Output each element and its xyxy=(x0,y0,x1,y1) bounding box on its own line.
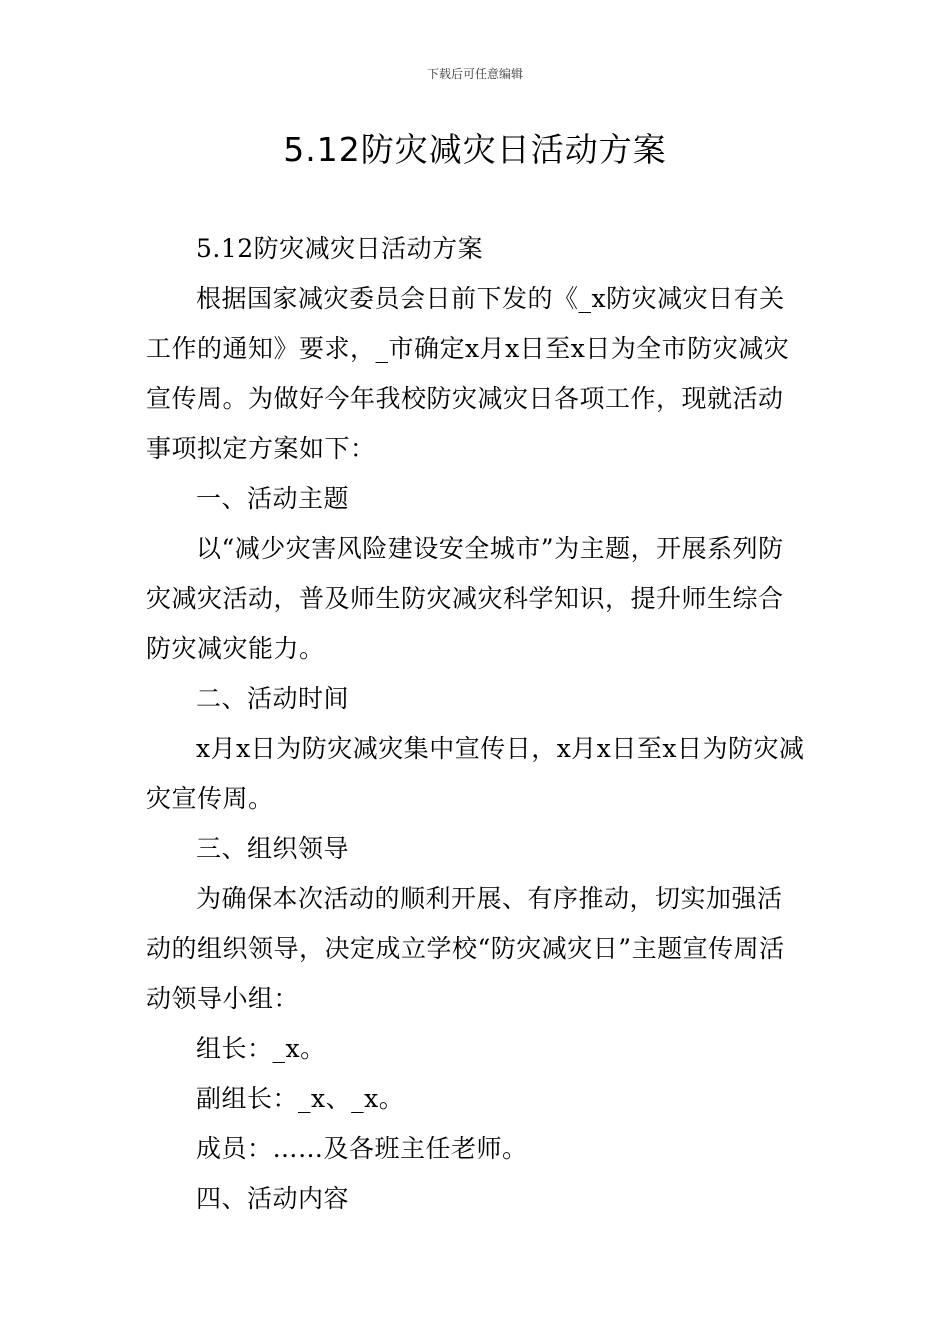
paragraph-time: x月x日为防灾减灾集中宣传日，x月x日至x日为防灾减灾宣传周。 xyxy=(146,734,805,813)
paragraph-intro: 根据国家减灾委员会日前下发的《_x防灾减灾日有关工作的通知》要求，_市确定x月x日至x日为全市防灾减灾宣传周。为做好今年我校防灾减灾日各项工作，现就活动事项拟定方案如下： xyxy=(146,284,790,463)
paragraph-leader: 组长：_x。 xyxy=(196,1034,326,1063)
document-body xyxy=(146,224,806,1224)
section-heading-leadership: 三、组织领导 xyxy=(196,834,350,863)
header-note: 下载后可任意编辑 xyxy=(426,67,523,81)
paragraph-leadership: 为确保本次活动的顺利开展、有序推动，切实加强活动的组织领导，决定成立学校“防灾减灾日”主题宣传周活动领导小组： xyxy=(146,884,785,1013)
document-title: 5.12防灾减灾日活动方案 xyxy=(283,130,667,169)
paragraph-deputy-leader: 副组长：_x、_x。 xyxy=(196,1084,405,1113)
paragraph-theme: 以“减少灾害风险建设安全城市”为主题，开展系列防灾减灾活动，普及师生防灾减灾科学知识，提升师生综合防灾减灾能力。 xyxy=(146,534,784,663)
paragraph-subtitle: 5.12防灾减灾日活动方案 xyxy=(196,234,484,263)
section-heading-content: 四、活动内容 xyxy=(196,1184,350,1213)
section-heading-time: 二、活动时间 xyxy=(196,684,350,713)
paragraph-members: 成员：……及各班主任老师。 xyxy=(196,1134,528,1163)
section-heading-theme: 一、活动主题 xyxy=(196,484,350,513)
